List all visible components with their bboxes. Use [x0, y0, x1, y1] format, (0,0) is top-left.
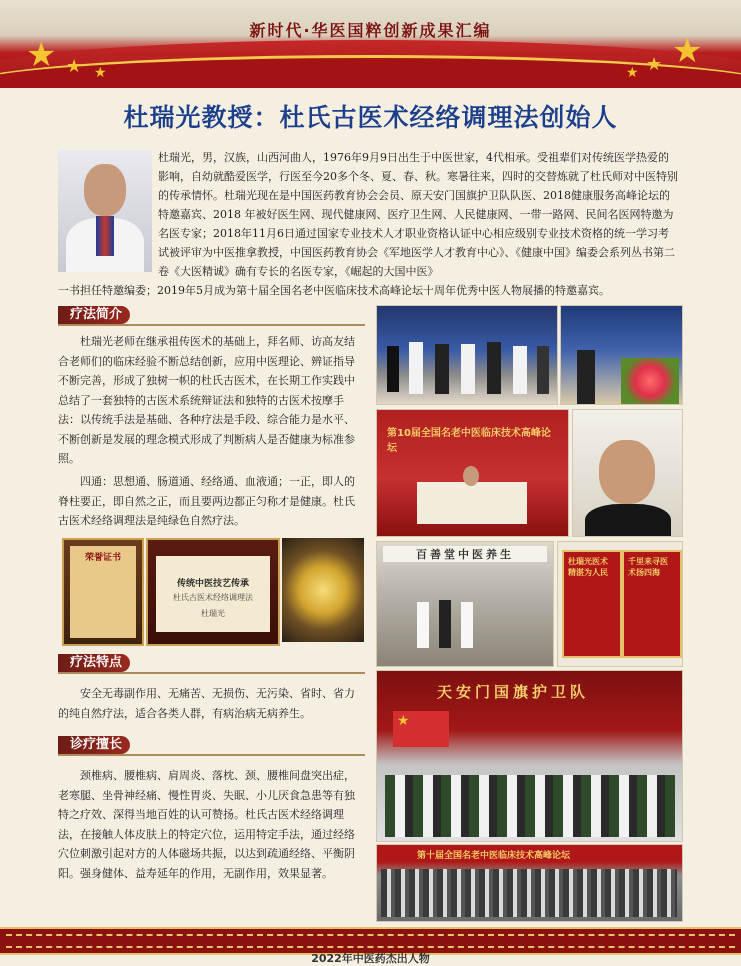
gold-medal-plate-photo [282, 538, 364, 642]
top-banner [0, 0, 741, 88]
banner-slogan: 新时代·华医国粹创新成果汇编 [249, 21, 492, 40]
bio-text-continued: 一书担任特邀编委；2019年5月成为第十届全国名老中医临床技术高峰论坛十周年优秀中医人物展播的特邀嘉宾。 [58, 284, 610, 297]
summit-banner-text: 第十届全国名老中医临床技术高峰论坛 [417, 851, 571, 861]
pennants-photo [557, 541, 683, 667]
star-icon: ★ [26, 35, 57, 75]
star-icon: ★ [626, 65, 639, 81]
portrait-selfie-photo [572, 409, 683, 537]
portrait-medal-ribbon [96, 216, 114, 256]
portrait-photo [58, 150, 152, 272]
intro-paragraph-1: 杜瑞光老师在继承祖传医术的基础上，拜名师、访高友结合老师们的临床经验不断总结创新，应用中医理论、辨证指导不断完善，形成了独树一帜的杜氏古医术，在长期工作实践中总结了一套独特的古医术系统辩证法和独特的古医术按摩手法：以传统手法是基础、各种疗法是手段、综合能力是水平、不断创新是发展的理念模式形成了判断病人是否健康为标准参照。 [58, 335, 355, 465]
plaque-name: 杜瑞光 [201, 609, 225, 618]
plaque-title: 传统中医技艺传承 [176, 579, 249, 589]
page-title: 杜瑞光教授：杜氏古医术经络调理法创始人 [123, 103, 618, 132]
honor-guard-banner-text: 天安门国旗护卫队 [437, 683, 590, 701]
section-divider [58, 324, 365, 326]
event-group-photo [376, 305, 558, 405]
speech-photo [560, 305, 683, 405]
intro-paragraph-2: 四通：思想通、肠道通、经络通、血液通；一正，即人的脊柱要正，即自然之正，而且要两边都正匀称才是健康。杜氏古医术经络调理法是纯绿色自然疗法。 [58, 475, 355, 527]
plaque-subtitle: 杜氏古医术经络调理法 [173, 593, 253, 602]
star-icon: ★ [94, 65, 107, 81]
section-divider [58, 672, 365, 674]
honor-guard-group-photo [376, 670, 683, 842]
footer-caption: 2022年中医药杰出人物 [311, 952, 430, 965]
portrait-head [84, 164, 126, 216]
star-icon: ★ [397, 713, 410, 729]
certificate-heading: 荣誉证书 [84, 553, 121, 563]
features-paragraph: 安全无毒副作用、无痛苦、无损伤、无污染、省时、省力的纯自然疗法，适合各类人群，有病治病无病养生。 [58, 687, 355, 720]
conference-banner-text: 第10届全国名老中医临床技术高峰论坛 [387, 428, 551, 454]
honor-certificate [62, 538, 144, 646]
star-icon: ★ [672, 31, 703, 71]
pennant-text: 杜瑞光医术精湛为人民 [568, 557, 608, 577]
section-divider [58, 754, 365, 756]
bio-text: 杜瑞光，男，汉族，山西河曲人，1976年9月9日出生于中医世家，4代相承。受祖辈们对传统医学热爱的影响，自幼就酷爱医学，行医至今20多个冬、夏、春、秋。寒暑往来，四时的交替炼就了杜氏师对中医特别的传承情怀。杜瑞光现在是中国医药教育协会会员、原天安门国旗护卫队队医、2018健康服务高峰论坛的特邀嘉宾、2018 年被好医生网、现代健康网、医疗卫生网、人民健康网、一带一路网、民间名医网特邀为名医专家；2018年11月6日通过国家专业技术人才职业资格认证中心相应级别专业技术资格的统一学习考试被评审为中医推拿教授，中国医药教育协会《军地医学人才教育中心》、《健康中国》编委会系列丛书第二卷《大医精诚》确有专长的名医专家，《崛起的大国中医》 [158, 151, 678, 278]
star-icon: ★ [66, 56, 83, 77]
conference-stage-photo [376, 409, 569, 537]
section-tab-intro: 疗法简介 [58, 306, 130, 324]
specialty-paragraph: 颈椎病、腰椎病、肩周炎、落枕、颈、腰椎间盘突出症，老寒腿、坐骨神经痛、慢性胃炎、失眠、小儿厌食急患等有独特之疗效、深得当地百姓的认可赞扬。杜氏古医术经络调理法，在接触人体皮肤上的特定穴位，运用特定手法，通过经络穴位刺激引起对方的人体磁场共振，以达到疏通经络、平衡阴阳。强身健体、益寿延年的作用，无副作用，效果显著。 [58, 769, 355, 880]
section-tab-specialty: 诊疗擅长 [58, 736, 130, 754]
star-icon: ★ [646, 54, 663, 75]
section-tab-features: 疗法特点 [58, 654, 130, 672]
summit-group-photo [376, 844, 683, 922]
clinic-storefront-photo [376, 541, 554, 667]
pennant-text: 千里来寻医术扬四海 [628, 557, 668, 577]
clinic-sign-text: 百善堂中医养生 [383, 546, 547, 562]
plaque-photo [146, 538, 280, 646]
